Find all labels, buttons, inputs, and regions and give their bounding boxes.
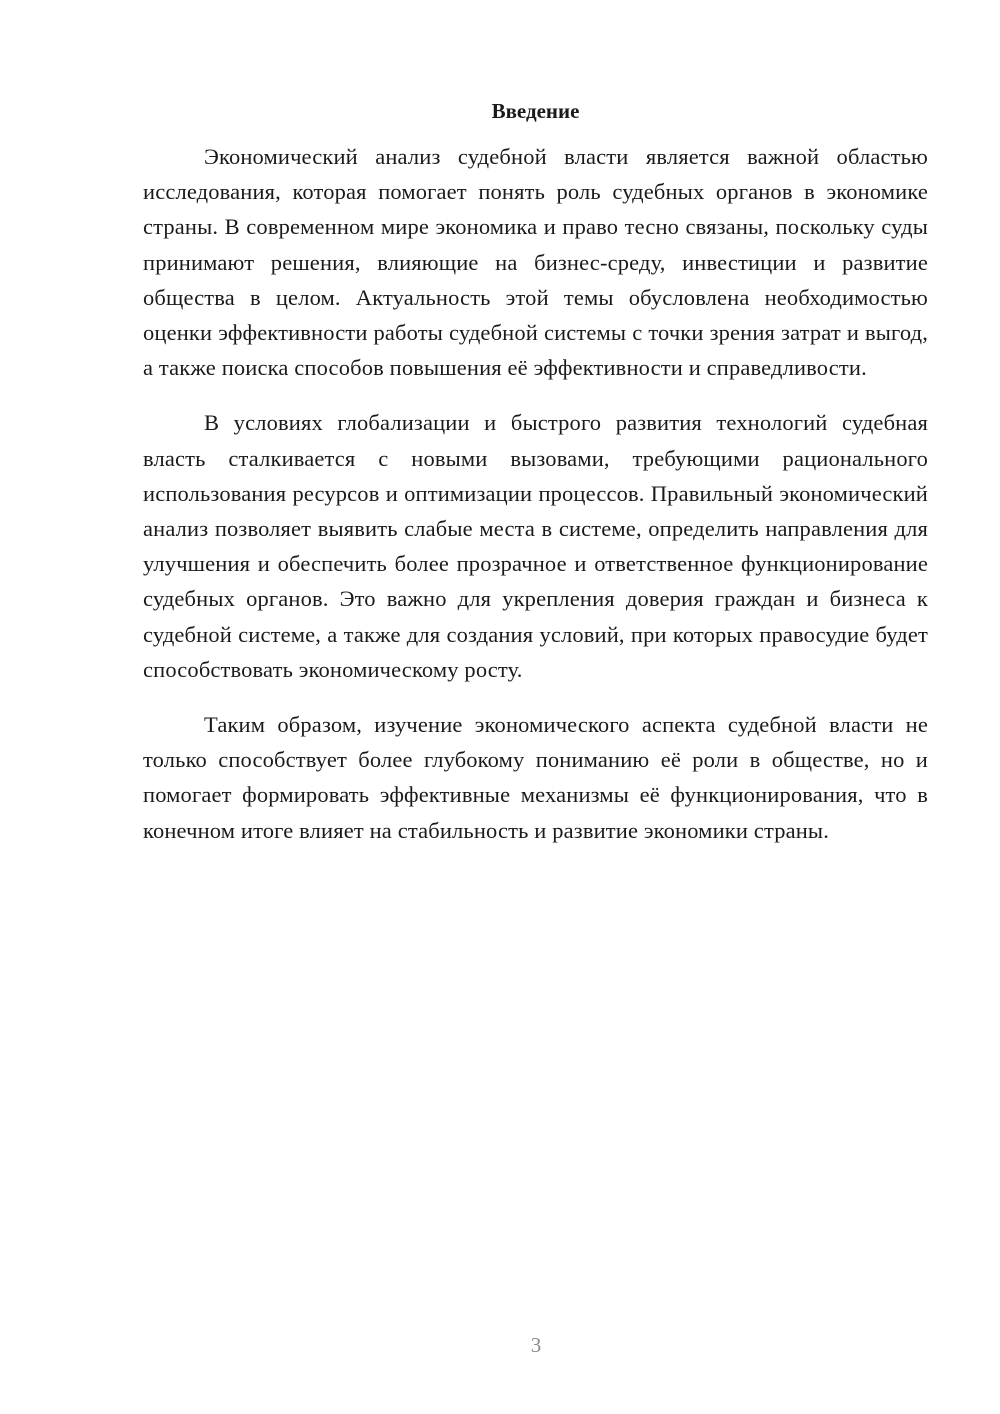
paragraph-2: В условиях глобализации и быстрого развития технологий судебная власть сталкивается с новыми вызовами, требующими рационального использования ресурсов и оптимизации процессов. Правильный экономический анализ позволяет выявить слабые места в системе, определить направления для улучшения и обеспечить более прозрачное и ответственное функционирование судебных органов. Это важно для укрепления доверия граждан и бизнеса к судебной системе, а также для создания условий, при которых правосудие будет способствовать экономическому росту. (143, 410, 928, 682)
paragraph-3: Таким образом, изучение экономического аспекта судебной власти не только способствует более глубокому пониманию её роли в обществе, но и помогает формировать эффективные механизмы её функционирования, что в конечном итоге влияет на стабильность и развитие экономики страны. (143, 712, 928, 843)
section-heading: Введение (491, 99, 580, 123)
paragraph-1: Экономический анализ судебной власти является важной областью исследования, которая помогает понять роль судебных органов в экономике страны. В современном мире экономика и право тесно связаны, поскольку суды принимают решения, влияющие на бизнес-среду, инвестиции и развитие общества в целом. Актуальность этой темы обусловлена необходимостью оценки эффективности работы судебной системы с точки зрения затрат и выгод, а также поиска способов повышения её эффективности и справедливости. (143, 144, 928, 381)
page-content (143, 96, 928, 848)
page-number: 3 (530, 1333, 542, 1357)
